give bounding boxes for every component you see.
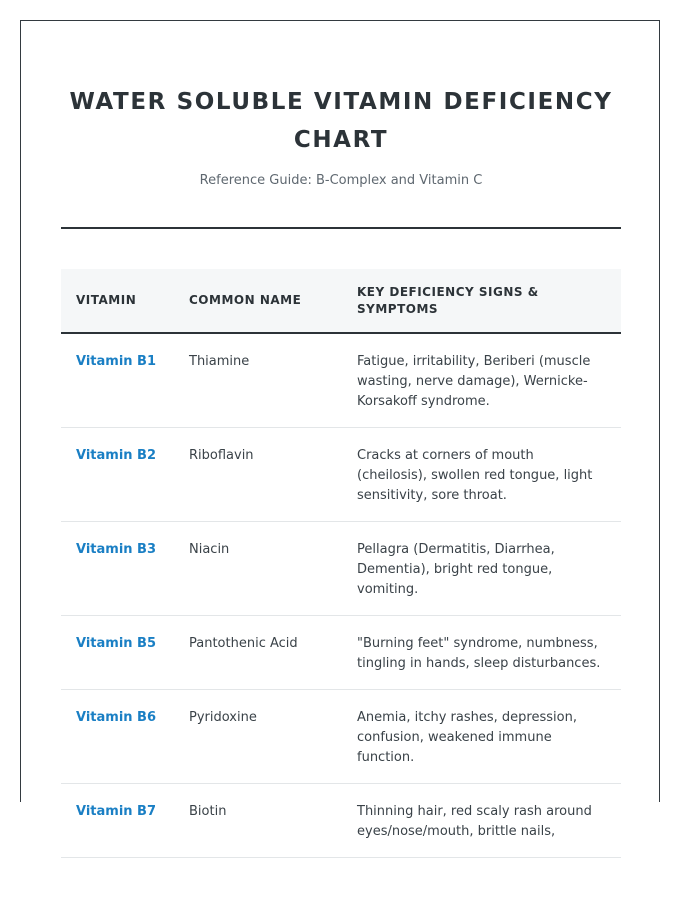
table-row [61,428,621,522]
vitamin-deficiency-table [61,269,621,858]
deficiency-signs-cell: Pellagra (Dermatitis, Diarrhea, Dementia), bright red tongue, vomiting. [342,522,621,616]
deficiency-signs-cell: Fatigue, irritability, Beriberi (muscle wasting, nerve damage), Wernicke-Korsakoff syndrome. [342,333,621,428]
document-page [20,20,660,839]
deficiency-signs-cell: Anemia, itchy rashes, depression, confusion, weakened immune function. [342,690,621,784]
deficiency-signs-cell: Cracks at corners of mouth (cheilosis), swollen red tongue, light sensitivity, sore throat. [342,428,621,522]
deficiency-signs-cell: Thinning hair, red scaly rash around eyes/nose/mouth, brittle nails, [342,784,621,858]
vitamin-cell: Vitamin B6 [61,690,174,784]
vitamin-cell: Vitamin B5 [61,616,174,690]
column-header-vitamin: VITAMIN [61,269,174,333]
table-row [61,522,621,616]
vitamin-cell: Vitamin B3 [61,522,174,616]
page-title: WATER SOLUBLE VITAMIN DEFICIENCY CHART [69,89,613,153]
common-name-cell: Pyridoxine [174,690,342,784]
vitamin-cell: Vitamin B2 [61,428,174,522]
page-subtitle: Reference Guide: B-Complex and Vitamin C [199,173,483,188]
table-row [61,784,621,858]
table-body [61,333,621,858]
deficiency-signs-cell: "Burning feet" syndrome, numbness, tingling in hands, sleep disturbances. [342,616,621,690]
table-header [61,269,621,333]
column-header-common-name: COMMON NAME [174,269,342,333]
table-row [61,333,621,428]
common-name-cell: Niacin [174,522,342,616]
title-divider [61,227,621,229]
common-name-cell: Pantothenic Acid [174,616,342,690]
column-header-deficiency-signs: KEY DEFICIENCY SIGNS & SYMPTOMS [342,269,621,333]
common-name-cell: Riboflavin [174,428,342,522]
table-row [61,690,621,784]
common-name-cell: Thiamine [174,333,342,428]
table-row [61,616,621,690]
vitamin-cell: Vitamin B1 [61,333,174,428]
table-header-row [61,269,621,333]
vitamin-cell: Vitamin B7 [61,784,174,858]
common-name-cell: Biotin [174,784,342,858]
